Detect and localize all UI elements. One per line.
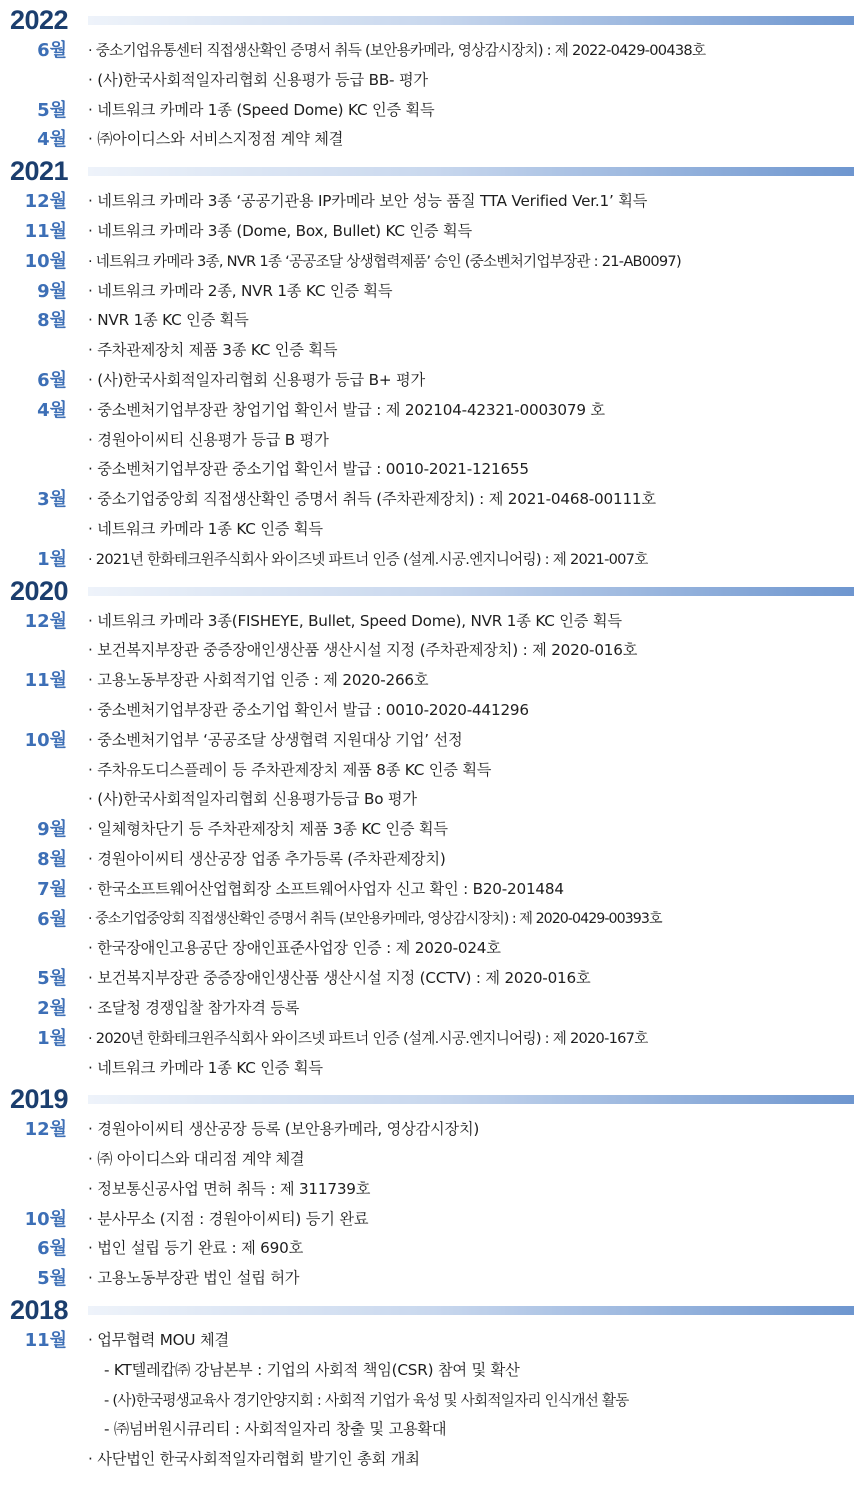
entry-subtext: - ㈜넘버원시큐리티 : 사회적일자리 창출 및 고용확대: [104, 1420, 447, 1439]
month-label: 9월: [37, 280, 67, 302]
entry-list: [0, 187, 860, 574]
timeline-entry: [0, 306, 860, 336]
timeline-entry: [0, 36, 860, 66]
year-divider-bar: [88, 16, 854, 25]
entry-text: · 중소기업유통센터 직접생산확인 증명서 취득 (보안용카메라, 영상감시장치) : 제 2022-0429-00438호: [88, 42, 706, 59]
timeline-entry: [0, 247, 860, 277]
entry-list: [0, 607, 860, 1084]
year-header: [0, 155, 860, 187]
timeline-entry: [0, 125, 860, 155]
entry-text: · NVR 1종 KC 인증 획득: [88, 311, 249, 330]
month-label: 1월: [37, 1027, 67, 1049]
entry-text: · 법인 설립 등기 완료 : 제 690호: [88, 1239, 304, 1258]
entry-text: · 네트워크 카메라 3종 (Dome, Box, Bullet) KC 인증 획득: [88, 221, 472, 240]
entry-list: [0, 1115, 860, 1294]
month-label: 9월: [37, 819, 67, 841]
timeline-entry: [0, 545, 860, 575]
timeline-entry: [0, 1264, 860, 1294]
year-label: 2018: [10, 1295, 69, 1326]
month-label: 12월: [24, 191, 67, 213]
entry-text: · 보건복지부장관 중증장애인생산품 생산시설 지정 (CCTV) : 제 2020-016호: [88, 969, 591, 988]
entry-text: · 조달청 경쟁입찰 참가자격 등록: [88, 998, 300, 1017]
timeline-entry: [0, 905, 860, 935]
month-label: 11월: [24, 1330, 67, 1352]
entry-text: · ㈜ 아이디스와 대리점 계약 체결: [88, 1150, 305, 1169]
timeline-entry: [0, 1054, 860, 1084]
year-divider-bar: [88, 587, 854, 596]
month-label: 5월: [37, 968, 67, 990]
month-label: 10월: [24, 729, 67, 751]
timeline-entry: [0, 217, 860, 247]
entry-text: · 네트워크 카메라 3종(FISHEYE, Bullet, Speed Dome), NVR 1종 KC 인증 획득: [88, 611, 622, 630]
timeline-entry: [0, 1205, 860, 1235]
entry-text: · 분사무소 (지점 : 경원아이씨티) 등기 완료: [88, 1209, 369, 1228]
timeline-entry: [0, 455, 860, 485]
timeline-entry: [0, 1115, 860, 1145]
entry-text: · 네트워크 카메라 3종 ‘공공기관용 IP카메라 보안 성능 품질 TTA Verified Ver.1’ 획득: [88, 192, 648, 211]
entry-text: · 네트워크 카메라 3종, NVR 1종 ‘공공조달 상생협력제품’ 승인 (중소벤처기업부장관 : 21-AB0097): [88, 252, 681, 270]
timeline-entry: [0, 636, 860, 666]
entry-list: [0, 1326, 860, 1475]
entry-text: · 네트워크 카메라 1종 (Speed Dome) KC 인증 획득: [88, 100, 435, 119]
year-label: 2021: [10, 156, 69, 187]
month-label: 6월: [37, 908, 67, 930]
entry-text: · 경원아이씨티 신용평가 등급 B 평가: [88, 430, 329, 449]
timeline-entry: [0, 187, 860, 217]
month-label: 10월: [24, 250, 67, 272]
year-block-2022: [0, 4, 860, 155]
entry-text: · 일체형차단기 등 주차관제장치 제품 3종 KC 인증 획득: [88, 820, 448, 839]
entry-text: · 네트워크 카메라 2종, NVR 1종 KC 인증 획득: [88, 281, 393, 300]
timeline-entry: [0, 1445, 860, 1475]
entry-text: · 중소벤처기업부장관 창업기업 확인서 발급 : 제 202104-42321-0003079 호: [88, 400, 605, 419]
month-label: 10월: [24, 1208, 67, 1230]
entry-text: · 한국장애인고용공단 장애인표준사업장 인증 : 제 2020-024호: [88, 939, 501, 958]
month-label: 2월: [37, 997, 67, 1019]
timeline-entry: [0, 845, 860, 875]
timeline-entry: [0, 607, 860, 637]
month-label: 11월: [24, 670, 67, 692]
entry-text: · (사)한국사회적일자리협회 신용평가 등급 BB- 평가: [88, 70, 428, 89]
year-divider-bar: [88, 1306, 854, 1315]
timeline-entry: [0, 815, 860, 845]
timeline-entry: [0, 66, 860, 96]
timeline-entry: [0, 366, 860, 396]
year-divider-bar: [88, 167, 854, 176]
timeline-entry: [0, 1024, 860, 1054]
timeline-entry: [0, 666, 860, 696]
entry-text: · 경원아이씨티 생산공장 등록 (보안용카메라, 영상감시장치): [88, 1120, 480, 1139]
timeline-entry: [0, 1386, 860, 1416]
timeline-entry: [0, 1326, 860, 1356]
entry-text: · 중소기업중앙회 직접생산확인 증명서 취득 (주차관제장치) : 제 2021-0468-00111호: [88, 490, 656, 509]
month-label: 5월: [37, 99, 67, 121]
timeline-entry: [0, 1234, 860, 1264]
entry-text: · 사단법인 한국사회적일자리협회 발기인 총회 개최: [88, 1450, 420, 1469]
entry-text: · 2021년 한화테크윈주식회사 와이즈넷 파트너 인증 (설계.시공.엔지니어링) : 제 2021-007호: [88, 550, 648, 568]
timeline-entry: [0, 485, 860, 515]
timeline-entry: [0, 96, 860, 126]
month-label: 11월: [24, 220, 67, 242]
entry-text: · 2020년 한화테크윈주식회사 와이즈넷 파트너 인증 (설계.시공.엔지니어링) : 제 2020-167호: [88, 1029, 648, 1047]
entry-text: · 중소벤처기업부장관 중소기업 확인서 발급 : 0010-2021-121655: [88, 460, 529, 479]
timeline-entry: [0, 934, 860, 964]
month-label: 6월: [37, 369, 67, 391]
history-timeline: [0, 4, 860, 1475]
entry-text: · 고용노동부장관 사회적기업 인증 : 제 2020-266호: [88, 671, 429, 690]
timeline-entry: [0, 756, 860, 786]
month-label: 8월: [37, 848, 67, 870]
month-label: 5월: [37, 1268, 67, 1290]
year-block-2018: [0, 1294, 860, 1475]
entry-text: · (사)한국사회적일자리협회 신용평가등급 Bo 평가: [88, 790, 417, 809]
entry-text: · 네트워크 카메라 1종 KC 인증 획득: [88, 519, 323, 538]
year-header: [0, 1083, 860, 1115]
entry-text: · 고용노동부장관 법인 설립 허가: [88, 1269, 300, 1288]
month-label: 12월: [24, 1119, 67, 1141]
entry-text: · 주차관제장치 제품 3종 KC 인증 획득: [88, 341, 338, 360]
timeline-entry: [0, 726, 860, 756]
month-label: 4월: [37, 129, 67, 151]
year-header: [0, 575, 860, 607]
timeline-entry: [0, 336, 860, 366]
month-label: 6월: [37, 1238, 67, 1260]
timeline-entry: [0, 1175, 860, 1205]
entry-text: · 중소벤처기업부 ‘공공조달 상생협력 지원대상 기업’ 선정: [88, 730, 463, 749]
timeline-entry: [0, 875, 860, 905]
entry-text: · 한국소프트웨어산업협회장 소프트웨어사업자 신고 확인 : B20-201484: [88, 879, 564, 898]
entry-subtext: - KT텔레캅㈜ 강남본부 : 기업의 사회적 책임(CSR) 참여 및 확산: [104, 1360, 520, 1379]
timeline-entry: [0, 515, 860, 545]
year-label: 2022: [10, 5, 69, 35]
year-divider-bar: [88, 1095, 854, 1104]
entry-text: · 중소벤처기업부장관 중소기업 확인서 발급 : 0010-2020-441296: [88, 700, 529, 719]
timeline-entry: [0, 277, 860, 307]
year-label: 2019: [10, 1084, 69, 1115]
month-label: 7월: [37, 878, 67, 900]
entry-text: · 경원아이씨티 생산공장 업종 추가등록 (주차관제장치): [88, 849, 446, 868]
month-label: 4월: [37, 399, 67, 421]
month-label: 6월: [37, 40, 67, 61]
entry-text: · 업무협력 MOU 체결: [88, 1331, 229, 1350]
entry-text: · 정보통신공사업 면허 취득 : 제 311739호: [88, 1179, 371, 1198]
entry-text: · (사)한국사회적일자리협회 신용평가 등급 B+ 평가: [88, 370, 425, 389]
entry-text: · 네트워크 카메라 1종 KC 인증 획득: [88, 1058, 323, 1077]
entry-text: · ㈜아이디스와 서비스지정점 계약 체결: [88, 130, 344, 149]
year-block-2020: [0, 575, 860, 1084]
entry-subtext: - (사)한국평생교육사 경기안양지회 : 사회적 기업가 육성 및 사회적일자리 인식개선 활동: [104, 1391, 629, 1409]
year-block-2021: [0, 155, 860, 574]
entry-text: · 주차유도디스플레이 등 주차관제장치 제품 8종 KC 인증 획득: [88, 760, 492, 779]
timeline-entry: [0, 1356, 860, 1386]
entry-list: [0, 36, 860, 155]
month-label: 1월: [37, 548, 67, 570]
year-header: [0, 1294, 860, 1326]
timeline-entry: [0, 785, 860, 815]
timeline-entry: [0, 1415, 860, 1445]
timeline-entry: [0, 964, 860, 994]
timeline-entry: [0, 994, 860, 1024]
year-block-2019: [0, 1083, 860, 1294]
entry-text: · 중소기업중앙회 직접생산확인 증명서 취득 (보안용카메라, 영상감시장치) : 제 2020-0429-00393호: [88, 910, 662, 927]
month-label: 8월: [37, 310, 67, 332]
month-label: 3월: [37, 489, 67, 511]
year-label: 2020: [10, 575, 69, 606]
entry-text: · 보건복지부장관 중증장애인생산품 생산시설 지정 (주차관제장치) : 제 2020-016호: [88, 641, 638, 660]
month-label: 12월: [24, 610, 67, 632]
timeline-entry: [0, 1145, 860, 1175]
timeline-entry: [0, 426, 860, 456]
timeline-entry: [0, 696, 860, 726]
timeline-entry: [0, 396, 860, 426]
year-header: [0, 4, 860, 36]
